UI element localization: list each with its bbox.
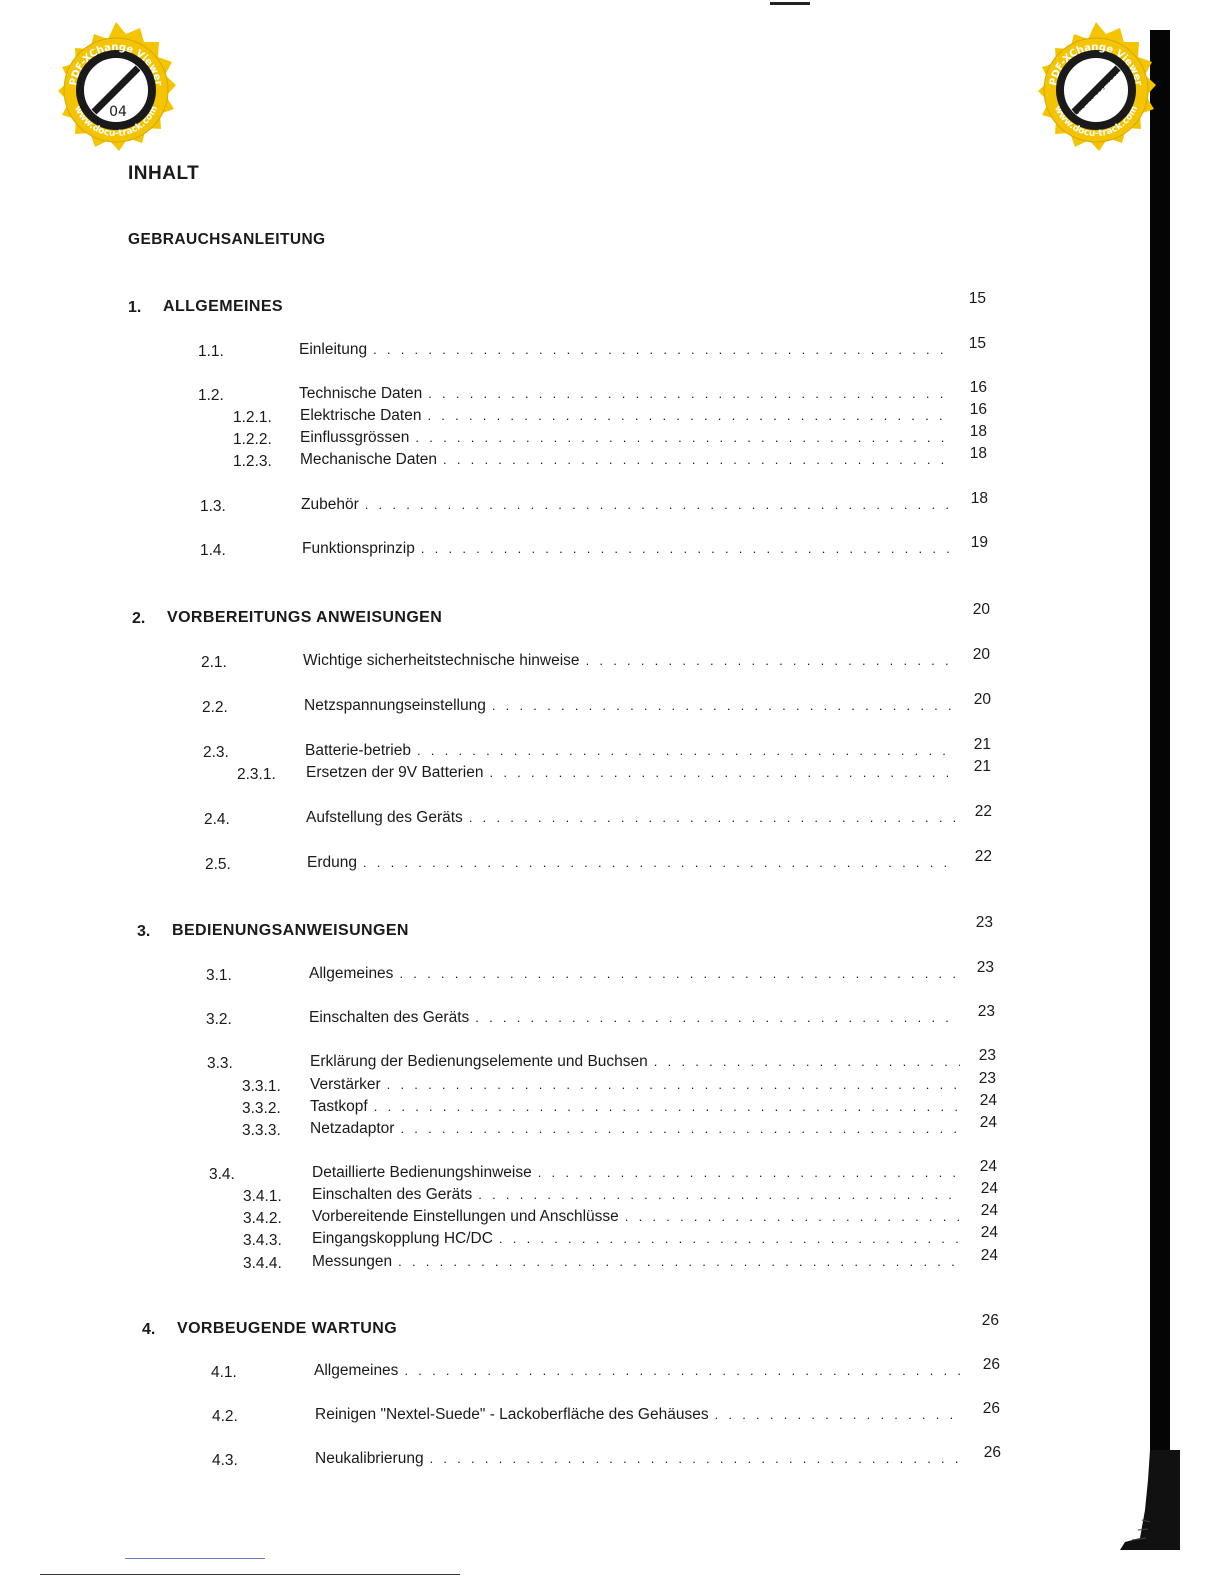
entry-number: 3.2. xyxy=(206,1011,232,1028)
entry-title: Aufstellung des Geräts xyxy=(306,809,463,826)
section-page-number: 20 xyxy=(972,601,990,618)
scan-bottom-line xyxy=(40,1574,460,1575)
toc-entry[interactable] xyxy=(312,1230,966,1250)
dot-leader xyxy=(469,810,956,825)
entry-number: 3.3.3. xyxy=(242,1122,281,1139)
entry-title: Reinigen "Nextel-Suede" - Lackoberfläche des Gehäuses xyxy=(315,1406,709,1423)
entry-title: Technische Daten xyxy=(299,385,423,402)
section-page-number: 26 xyxy=(981,1312,999,1329)
entry-page-number: 24 xyxy=(979,1158,997,1175)
toc-entry[interactable] xyxy=(312,1208,966,1228)
dot-leader xyxy=(443,452,951,467)
toc-entry[interactable] xyxy=(314,1362,968,1382)
entry-page-number: 24 xyxy=(979,1092,997,1109)
dot-leader xyxy=(430,1451,965,1466)
toc-entry[interactable] xyxy=(302,540,956,560)
dot-leader xyxy=(654,1054,960,1069)
entry-title: Erklärung der Bedienungselemente und Buchsen xyxy=(310,1053,648,1070)
entry-number: 2.4. xyxy=(204,811,230,828)
toc-entry[interactable] xyxy=(300,407,955,427)
scan-edge-shadow xyxy=(1150,30,1170,1530)
dot-leader xyxy=(365,497,952,512)
section-number: 3. xyxy=(137,923,151,940)
entry-number: 4.2. xyxy=(212,1408,238,1425)
entry-title: Zubehör xyxy=(301,496,359,513)
dot-leader xyxy=(363,855,956,870)
entry-title: Wichtige sicherheitstechnische hinweise xyxy=(303,652,580,669)
entry-number: 3.1. xyxy=(206,967,232,984)
entry-page-number: 20 xyxy=(972,646,990,663)
section-title: BEDIENUNGSANWEISUNGEN xyxy=(172,922,409,939)
entry-page-number: 19 xyxy=(970,534,988,551)
entry-page-number: 23 xyxy=(977,1003,995,1020)
entry-number: 1.1. xyxy=(198,343,224,360)
section-number: 1. xyxy=(128,299,142,316)
entry-number: 4.3. xyxy=(212,1452,238,1469)
toc-entry[interactable] xyxy=(315,1450,969,1470)
dot-leader xyxy=(490,765,956,780)
entry-number: 2.1. xyxy=(201,654,227,671)
entry-page-number: 23 xyxy=(976,959,994,976)
toc-entry[interactable] xyxy=(309,1009,963,1029)
entry-page-number: 24 xyxy=(979,1114,997,1131)
entry-page-number: 22 xyxy=(974,803,992,820)
entry-number: 2.3.1. xyxy=(237,766,276,783)
toc-entry[interactable] xyxy=(304,697,959,717)
entry-page-number: 15 xyxy=(968,335,986,352)
entry-page-number: 18 xyxy=(969,445,987,462)
toc-entry[interactable] xyxy=(306,809,960,829)
entry-page-number: 23 xyxy=(978,1070,996,1087)
toc-entry[interactable] xyxy=(306,764,959,784)
entry-title: Einleitung xyxy=(299,341,368,358)
toc-entry[interactable] xyxy=(310,1076,964,1096)
entry-number: 3.4.1. xyxy=(243,1188,282,1205)
watermark-badge-right[interactable] xyxy=(1026,20,1166,160)
entry-title: Allgemeines xyxy=(309,965,394,982)
entry-page-number: 26 xyxy=(982,1400,1000,1417)
dot-leader xyxy=(715,1407,964,1422)
toc-entry[interactable] xyxy=(309,965,962,985)
entry-title: Einschalten des Geräts xyxy=(309,1009,470,1026)
entry-page-number: 20 xyxy=(973,691,991,708)
entry-number: 1.2.3. xyxy=(233,453,272,470)
entry-page-number: 21 xyxy=(973,758,991,775)
entry-title: Netzadaptor xyxy=(310,1120,395,1137)
section-title: VORBEREITUNGS ANWEISUNGEN xyxy=(167,609,443,626)
section-title: VORBEUGENDE WARTUNG xyxy=(177,1320,398,1337)
entry-title: Vorbereitende Einstellungen und Anschlüsse xyxy=(312,1208,619,1225)
entry-number: 1.4. xyxy=(200,542,226,559)
dot-leader xyxy=(538,1165,961,1180)
dot-leader xyxy=(415,430,951,445)
entry-title: Detaillierte Bedienungshinweise xyxy=(312,1164,532,1181)
toc-entry[interactable] xyxy=(300,429,955,449)
entry-number: 3.4. xyxy=(209,1166,235,1183)
entry-page-number: 24 xyxy=(980,1180,998,1197)
dot-leader xyxy=(373,342,950,357)
toc-entry[interactable] xyxy=(315,1406,968,1426)
entry-page-number: 18 xyxy=(969,423,987,440)
toc-entry[interactable] xyxy=(312,1164,965,1184)
entry-number: 3.4.3. xyxy=(243,1232,282,1249)
section-page-number: 15 xyxy=(968,290,986,307)
watermark-badge-icon xyxy=(1026,20,1166,160)
toc-entry[interactable] xyxy=(301,496,956,516)
dot-leader xyxy=(374,1099,961,1114)
dot-leader xyxy=(400,1121,961,1136)
toc-entry[interactable] xyxy=(312,1186,966,1206)
entry-number: 2.3. xyxy=(203,744,229,761)
entry-title: Erdung xyxy=(307,854,357,871)
entry-page-number: 18 xyxy=(970,490,988,507)
page-title: INHALT xyxy=(128,163,200,184)
scan-bottom-line xyxy=(125,1558,265,1559)
section-number: 4. xyxy=(142,1321,156,1338)
entry-title: Einschalten des Geräts xyxy=(312,1186,473,1203)
section-page-number: 23 xyxy=(975,914,993,931)
entry-number: 1.2.1. xyxy=(233,409,272,426)
dot-leader xyxy=(417,743,955,758)
dot-leader xyxy=(428,386,951,401)
entry-title: Messungen xyxy=(312,1253,393,1270)
section-title: ALLGEMEINES xyxy=(163,298,283,315)
dot-leader xyxy=(586,653,954,668)
entry-title: Funktionsprinzip xyxy=(302,540,415,557)
watermark-badge-left[interactable] xyxy=(46,20,186,160)
page-subtitle: GEBRAUCHSANLEITUNG xyxy=(128,231,326,248)
toc-entry[interactable] xyxy=(299,341,954,361)
entry-title: Mechanische Daten xyxy=(300,451,437,468)
entry-number: 3.4.2. xyxy=(243,1210,282,1227)
entry-number: 1.2.2. xyxy=(233,431,272,448)
entry-title: Batterie-betrieb xyxy=(305,742,411,759)
entry-title: Allgemeines xyxy=(314,1362,399,1379)
scan-mark xyxy=(770,2,810,5)
watermark-badge-icon xyxy=(46,20,186,160)
svg-text:www.docu-track.com: www.docu-track.com xyxy=(71,104,161,140)
entry-number: 2.2. xyxy=(202,699,228,716)
toc-entry[interactable] xyxy=(310,1098,965,1118)
dot-leader xyxy=(398,1254,962,1269)
entry-title: Elektrische Daten xyxy=(300,407,422,424)
entry-number: 1.2. xyxy=(198,387,224,404)
entry-title: Neukalibrierung xyxy=(315,1450,424,1467)
toc-entry[interactable] xyxy=(310,1053,964,1073)
entry-title: Verstärker xyxy=(310,1076,381,1093)
entry-page-number: 22 xyxy=(974,848,992,865)
entry-page-number: 24 xyxy=(980,1247,998,1264)
dot-leader xyxy=(492,698,955,713)
svg-text:PDF-XChange Viewer: PDF-XChange Viewer xyxy=(68,41,164,87)
entry-page-number: 23 xyxy=(978,1047,996,1064)
svg-text:04: 04 xyxy=(109,104,127,120)
entry-title: Einflussgrössen xyxy=(300,429,410,446)
entry-page-number: 26 xyxy=(982,1356,1000,1373)
entry-number: 4.1. xyxy=(211,1364,237,1381)
toc-entry[interactable] xyxy=(299,385,955,405)
entry-page-number: 16 xyxy=(969,401,987,418)
entry-number: 3.3.2. xyxy=(242,1100,281,1117)
scan-edge-noise xyxy=(1120,1450,1180,1550)
entry-page-number: 16 xyxy=(969,379,987,396)
entry-title: Tastkopf xyxy=(310,1098,368,1115)
entry-number: 3.4.4. xyxy=(243,1255,282,1272)
entry-number: 3.3.1. xyxy=(242,1078,281,1095)
toc-entry[interactable] xyxy=(303,652,958,672)
toc-entry[interactable] xyxy=(312,1253,966,1273)
svg-text:www.docu-track.com: www.docu-track.com xyxy=(1051,104,1141,140)
entry-page-number: 24 xyxy=(980,1224,998,1241)
dot-leader xyxy=(499,1231,962,1246)
dot-leader xyxy=(421,541,952,556)
dot-leader xyxy=(427,408,951,423)
entry-title: Netzspannungseinstellung xyxy=(304,697,486,714)
dot-leader xyxy=(387,1077,960,1092)
entry-page-number: 26 xyxy=(983,1444,1001,1461)
dot-leader xyxy=(478,1187,962,1202)
dot-leader xyxy=(404,1363,964,1378)
dot-leader xyxy=(625,1209,962,1224)
dot-leader xyxy=(475,1010,959,1025)
dot-leader xyxy=(399,966,958,981)
entry-number: 3.3. xyxy=(207,1055,233,1072)
toc-entry[interactable] xyxy=(300,451,955,471)
toc-entry[interactable] xyxy=(307,854,960,874)
svg-text:PDF-XChange Viewer: PDF-XChange Viewer xyxy=(1048,41,1144,87)
toc-entry[interactable] xyxy=(305,742,959,762)
entry-page-number: 21 xyxy=(973,736,991,753)
entry-number: 1.3. xyxy=(200,498,226,515)
entry-title: Ersetzen der 9V Batterien xyxy=(306,764,484,781)
entry-title: Eingangskopplung HC/DC xyxy=(312,1230,493,1247)
svg-text:Click to buy NOW!: Click to buy NOW! xyxy=(1071,65,1123,117)
toc-entry[interactable] xyxy=(310,1120,965,1140)
entry-page-number: 24 xyxy=(980,1202,998,1219)
entry-number: 2.5. xyxy=(205,856,231,873)
section-number: 2. xyxy=(132,610,146,627)
